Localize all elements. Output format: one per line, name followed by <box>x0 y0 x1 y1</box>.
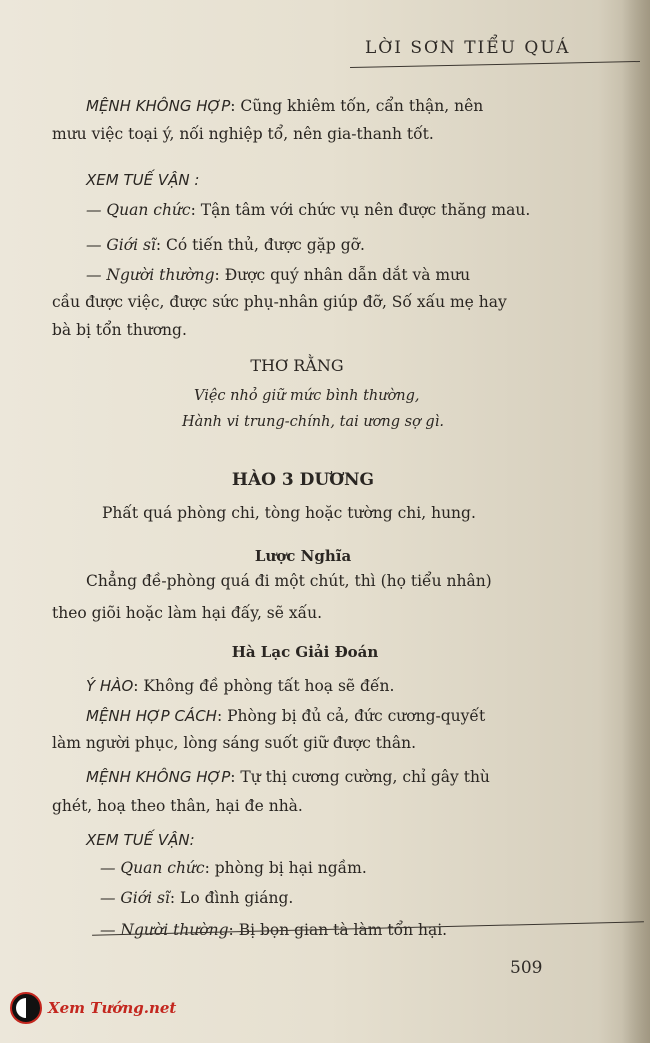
luoc-nghia-title: Lược Nghĩa <box>254 547 352 565</box>
yin-yang-icon <box>10 992 42 1024</box>
hao-3-title: HÀO 3 DƯƠNG <box>231 470 375 490</box>
nguoi-thuong-line3: bà bị tổn thương. <box>52 321 187 339</box>
gioi-si-entry <box>86 235 365 255</box>
menh-khong-hop-line2: mưu việc toại ý, nối nghiệp tổ, nên gia-thanh tốt. <box>52 125 434 143</box>
poem-line-1: Việc nhỏ giữ mức bình thường, <box>194 388 420 404</box>
xem-tue-van-heading: XEM TUẾ VẬN : <box>86 171 200 189</box>
menh-khong-hop-2-entry <box>86 767 490 787</box>
poem-line-2: Hành vi trung-chính, tai ương sợ gì. <box>182 414 444 430</box>
running-head: LỜI SƠN TIỂU QUÁ <box>365 38 571 58</box>
menh-hop-cach-label: MỆNH HỢP CÁCH <box>86 707 217 725</box>
luoc-nghia-line2: theo giõi hoặc làm hại đấy, sẽ xấu. <box>52 604 323 622</box>
menh-hop-cach-entry <box>86 706 485 726</box>
watermark-text: Xem Tướng.net <box>48 999 177 1017</box>
y-hao-label: Ý HÀO <box>86 677 134 695</box>
page-edge-shadow <box>622 0 650 1043</box>
menh-khong-hop-2-line2: ghét, hoạ theo thân, hại đe nhà. <box>52 797 303 815</box>
gioi-si-2-label: — Giới sĩ <box>100 889 170 907</box>
quan-chuc-entry <box>86 200 530 220</box>
y-hao-entry <box>86 676 394 696</box>
quan-chuc-2-entry <box>100 858 367 878</box>
nguoi-thuong-2-label: — Người thường <box>100 921 229 939</box>
gioi-si-label: — Giới sĩ <box>86 236 156 254</box>
poem-title: THƠ RẰNG <box>250 356 344 375</box>
luoc-nghia-line1: Chẳng đề-phòng quá đi một chút, thì (họ tiểu nhân) <box>86 572 492 590</box>
xem-tue-van-2-heading: XEM TUẾ VẬN: <box>86 831 195 849</box>
quan-chuc-text: : Tận tâm với chức vụ nên được thăng mau. <box>190 201 531 219</box>
quan-chuc-2-text: : phòng bị hại ngầm. <box>204 859 367 877</box>
quan-chuc-2-label: — Quan chức <box>100 859 205 877</box>
ha-lac-title: Hà Lạc Giải Đoán <box>231 643 379 661</box>
gioi-si-2-entry <box>100 888 293 908</box>
menh-hop-cach-line2: làm người phục, lòng sáng suốt giữ được thân. <box>52 734 417 752</box>
gioi-si-2-text: : Lo đình giáng. <box>169 889 294 907</box>
menh-khong-hop-2-text: : Tự thị cương cường, chỉ gây thù <box>230 768 490 786</box>
nguoi-thuong-line2: cầu được việc, được sức phụ-nhân giúp đỡ, Số xấu mẹ hay <box>52 293 507 311</box>
y-hao-text: : Không đề phòng tất hoạ sẽ đến. <box>133 677 395 695</box>
nguoi-thuong-text: : Được quý nhân dẫn dắt và mưu <box>214 266 471 284</box>
menh-khong-hop-2-label: MỆNH KHÔNG HỢP <box>86 768 231 786</box>
page-number: 509 <box>510 958 543 978</box>
nguoi-thuong-label: — Người thường <box>86 266 215 284</box>
gioi-si-text: : Có tiến thủ, được gặp gỡ. <box>155 236 365 254</box>
hao-3-text: Phất quá phòng chi, tòng hoặc tường chi, hung. <box>102 504 476 522</box>
menh-hop-cach-text: : Phòng bị đủ cả, đức cương-quyết <box>216 707 486 725</box>
header-rule <box>350 61 640 68</box>
site-watermark <box>10 990 176 1026</box>
menh-khong-hop-text: : Cũng khiêm tốn, cẩn thận, nên <box>230 97 484 115</box>
menh-khong-hop-label: MỆNH KHÔNG HỢP <box>86 97 231 115</box>
nguoi-thuong-entry <box>86 265 470 285</box>
quan-chuc-label: — Quan chức <box>86 201 191 219</box>
nguoi-thuong-2-text: : Bị bọn gian tà làm tổn hại. <box>228 921 448 939</box>
menh-khong-hop-paragraph <box>86 96 483 116</box>
